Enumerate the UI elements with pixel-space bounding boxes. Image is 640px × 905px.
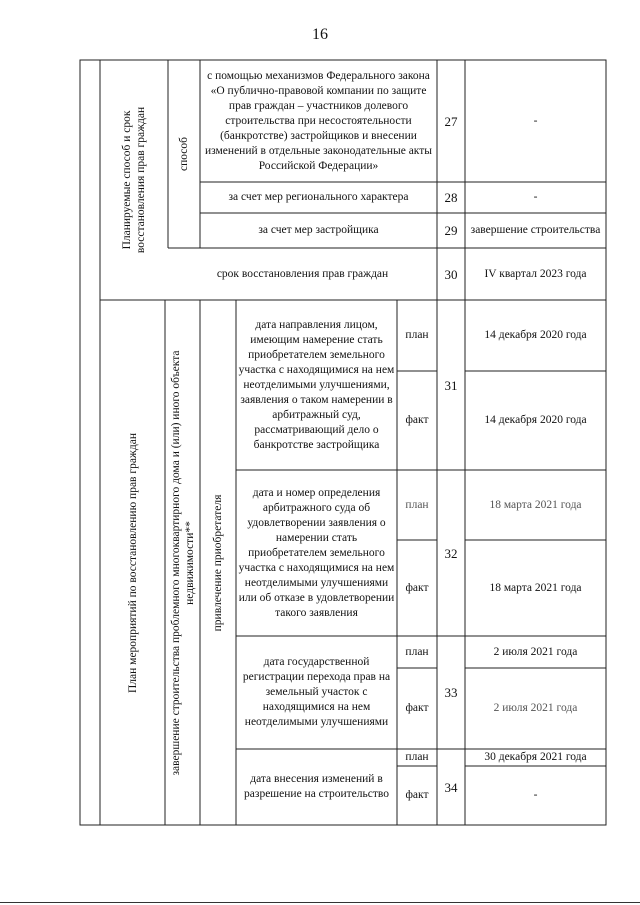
item-33-plan-label: план (405, 645, 429, 658)
item-32-fact-label: факт (405, 581, 429, 594)
item-32-text: дата и номер определения арбитражного суда об удовлетворении заявления о намерении стать приобретателем земельного участка с находящимися на нем неотделимыми улучшениями или об отказе в удовлетворении такого заявления (238, 486, 395, 619)
method-value-28: - (533, 191, 538, 203)
item-31-plan-label: план (405, 329, 429, 341)
row-number-33: 33 (444, 685, 458, 700)
row-number-28: 28 (444, 190, 458, 205)
item-34-fact-label: факт (405, 789, 429, 801)
method-text-regional: за счет мер регионального характера (228, 191, 409, 203)
scan-edge-line (0, 902, 640, 903)
method-value-29: завершение строительства (470, 224, 601, 236)
item-32-plan-value: 18 марта 2021 года (489, 498, 582, 511)
section2-header: План мероприятий по восстановлению прав граждан (126, 432, 139, 693)
item-33-fact-value: 2 июля 2021 года (493, 702, 578, 714)
item-32-plan-label: план (405, 498, 429, 511)
item-31-text: дата направления лицом, имеющим намерение стать приобретателем земельного участка с находящимися на нем неотделимыми улучшениями, заявления о таком намерении в арбитражный суд, рассматривающий дело о банкротстве застройщика (238, 318, 395, 451)
item-31-plan-value: 14 декабря 2020 года (484, 329, 587, 341)
row-number-30: 30 (444, 266, 458, 282)
term-label: срок восстановления прав граждан (216, 267, 389, 280)
page-number: 16 (312, 26, 328, 43)
section2-subheader: завершение строительства проблемного многоквартирного дома и (или) иного объекта недвижимости** (169, 350, 196, 776)
item-31-fact-label: факт (405, 414, 429, 426)
row-number-34: 34 (444, 779, 458, 795)
item-34-plan-label: план (405, 751, 429, 763)
row-number-32: 32 (444, 545, 458, 561)
row-number-31: 31 (444, 377, 458, 393)
item-33-fact-label: факт (405, 702, 429, 714)
row-number-29: 29 (444, 223, 458, 238)
term-value: IV квартал 2023 года (484, 267, 587, 280)
method-text-federal-law: с помощью механизмов Федерального закона «О публично-правовой компании по защите прав граждан – участников долевого строительства при несостоятельности (банкротстве) застройщиков и внесении изменений в отдельные законодательные акты Российской Федерации» (205, 69, 432, 172)
item-34-fact-value: - (533, 789, 538, 801)
item-34-plan-value: 30 декабря 2021 года (484, 751, 587, 763)
item-32-fact-value: 18 марта 2021 года (489, 581, 582, 594)
method-value-27: - (533, 114, 538, 127)
section1-header: Планируемые способ и срок восстановления прав граждан (121, 106, 147, 254)
item-31-fact-value: 14 декабря 2020 года (484, 414, 587, 426)
section2-sub2: привлечение приобретателя (212, 494, 224, 631)
item-33-plan-value: 2 июля 2021 года (493, 645, 578, 658)
item-34-text: дата внесения изменений в разрешение на строительство (244, 773, 389, 800)
method-text-developer: за счет мер застройщика (258, 224, 379, 236)
item-33-text: дата государственной регистрации перехода прав на земельный участок с находящимися на нем неотделимыми улучшениями (242, 656, 391, 728)
method-label: способ (178, 137, 190, 172)
row-number-27: 27 (444, 113, 458, 129)
